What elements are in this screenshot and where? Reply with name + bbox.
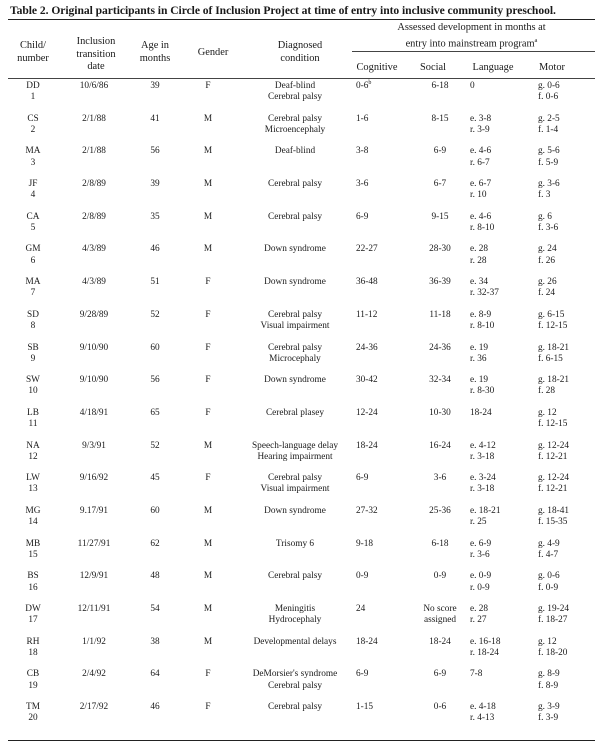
table-row bbox=[8, 310, 597, 343]
motor-cell: g. 26 f. 24 bbox=[538, 277, 557, 299]
gender-cell: M bbox=[203, 113, 213, 124]
age-cell: 38 bbox=[150, 636, 160, 647]
cognitive-cell: 0-9 bbox=[356, 571, 369, 582]
date-cell: 10/6/86 bbox=[79, 81, 109, 91]
child-initials: LB bbox=[27, 407, 39, 418]
child-cell bbox=[8, 539, 58, 572]
social-cell: 0-9 bbox=[433, 571, 447, 582]
cognitive-cell: 30-42 bbox=[356, 375, 378, 386]
child-cell bbox=[8, 506, 58, 539]
child-cell bbox=[8, 604, 58, 637]
child-number: 10 bbox=[28, 386, 38, 397]
date-cell: 2/17/92 bbox=[79, 702, 109, 713]
social-cell: 25-36 bbox=[429, 505, 451, 516]
child-initials: SD bbox=[27, 309, 39, 320]
participants-table bbox=[8, 81, 597, 735]
date-cell: 9/3/91 bbox=[82, 440, 106, 451]
social-cell: No score assigned bbox=[423, 604, 457, 626]
language-cell: e. 6-9 r. 3-6 bbox=[470, 538, 492, 560]
language-cell: e. 4-12 r. 3-18 bbox=[470, 440, 496, 462]
language-cell: 7-8 bbox=[470, 669, 483, 680]
motor-cell: g. 12-24 f. 12-21 bbox=[538, 473, 569, 495]
language-cell: e. 4-6 r. 6-7 bbox=[470, 146, 492, 168]
cognitive-cell: 24 bbox=[356, 604, 366, 614]
child-number: 16 bbox=[28, 582, 38, 593]
table-body bbox=[8, 81, 597, 735]
condition-cell: Cerebral palsy bbox=[268, 179, 322, 190]
age-cell: 60 bbox=[150, 342, 160, 353]
child-initials: DW bbox=[25, 604, 41, 614]
age-cell: 35 bbox=[150, 211, 160, 222]
table-row bbox=[8, 702, 597, 735]
age-cell: 46 bbox=[150, 244, 160, 255]
social-cell: 6-18 bbox=[431, 538, 449, 549]
child-number: 3 bbox=[30, 157, 36, 168]
age-cell: 56 bbox=[150, 375, 160, 386]
date-cell: 9/10/90 bbox=[79, 342, 109, 353]
date-cell: 4/18/91 bbox=[79, 407, 109, 418]
condition-cell: Speech-language delay Hearing impairment bbox=[252, 440, 338, 462]
cognitive-cell: 6-9 bbox=[356, 211, 369, 222]
motor-cell: g. 5-6 f. 5-9 bbox=[538, 146, 560, 168]
gender-cell: M bbox=[203, 211, 213, 222]
table-row bbox=[8, 277, 597, 310]
motor-cell: g. 19-24 f. 18-27 bbox=[538, 604, 569, 626]
language-cell: e. 28 r. 28 bbox=[470, 244, 489, 266]
condition-cell: DeMorsier's syndrome Cerebral palsy bbox=[252, 669, 338, 691]
gender-cell: F bbox=[205, 702, 211, 713]
child-cell bbox=[8, 212, 58, 245]
motor-cell: g. 12 f. 12-15 bbox=[538, 407, 568, 430]
date-cell: 12/9/91 bbox=[79, 571, 109, 582]
child-initials: RH bbox=[26, 636, 40, 647]
table-row bbox=[8, 604, 597, 637]
social-cell: 6-9 bbox=[433, 146, 447, 157]
condition-cell: Cerebral palsy Visual impairment bbox=[260, 309, 330, 332]
child-number: 19 bbox=[28, 680, 38, 691]
motor-cell: g. 0-6 f. 0-9 bbox=[538, 571, 560, 593]
header-group-rule bbox=[352, 51, 595, 52]
condition-cell: Cerebral palsy bbox=[268, 702, 322, 713]
child-number: 6 bbox=[30, 255, 36, 266]
table-row bbox=[8, 81, 597, 114]
age-cell: 41 bbox=[150, 113, 160, 124]
header-cognitive: Cognitive bbox=[356, 62, 398, 73]
child-number: 5 bbox=[30, 222, 36, 233]
language-cell: e. 4-18 r. 4-13 bbox=[470, 702, 496, 724]
child-number: 18 bbox=[28, 647, 38, 658]
date-cell: 2/1/88 bbox=[82, 113, 106, 124]
date-cell: 9/10/90 bbox=[79, 375, 109, 386]
table-row bbox=[8, 244, 597, 277]
social-cell: 6-18 bbox=[431, 81, 449, 91]
child-cell bbox=[8, 114, 58, 147]
motor-cell: g. 2-5 f. 1-4 bbox=[538, 113, 560, 135]
child-cell bbox=[8, 244, 58, 277]
date-cell: 9.17/91 bbox=[79, 505, 109, 516]
gender-cell: F bbox=[205, 375, 211, 386]
child-number: 15 bbox=[28, 549, 38, 560]
motor-cell: g. 18-21 f. 6-15 bbox=[538, 342, 569, 364]
child-cell bbox=[8, 637, 58, 670]
child-initials: CB bbox=[26, 669, 40, 680]
motor-cell: g. 18-21 f. 28 bbox=[538, 375, 569, 397]
date-cell: 1/1/92 bbox=[82, 636, 106, 647]
cognitive-cell: 1-15 bbox=[356, 702, 374, 713]
child-number: 7 bbox=[30, 288, 36, 299]
language-cell: e. 6-7 r. 10 bbox=[470, 179, 492, 201]
motor-cell: g. 0-6 f. 0-6 bbox=[538, 81, 560, 103]
motor-cell: g. 3-9 f. 3-9 bbox=[538, 702, 560, 724]
age-cell: 54 bbox=[150, 604, 160, 614]
table-row bbox=[8, 473, 597, 506]
motor-cell: g. 18-41 f. 15-35 bbox=[538, 505, 569, 528]
child-initials: TM bbox=[26, 702, 40, 713]
motor-cell: g. 4-9 f. 4-7 bbox=[538, 538, 560, 560]
date-cell: 2/1/88 bbox=[82, 146, 106, 157]
social-cell: 0-6 bbox=[433, 702, 447, 713]
table-row bbox=[8, 179, 597, 212]
language-cell: e. 18-21 r. 25 bbox=[470, 505, 501, 528]
social-cell: 28-30 bbox=[429, 244, 451, 255]
age-cell: 60 bbox=[150, 505, 160, 516]
social-cell: 6-9 bbox=[433, 669, 447, 680]
social-cell: 16-24 bbox=[429, 440, 451, 451]
language-cell: e. 4-6 r. 8-10 bbox=[470, 211, 495, 233]
condition-cell: Cerebral palsy bbox=[268, 211, 322, 222]
motor-cell: g. 6 f. 3-6 bbox=[538, 211, 559, 233]
gender-cell: F bbox=[205, 342, 211, 353]
gender-cell: M bbox=[203, 636, 213, 647]
cognitive-cell: 3-6 bbox=[356, 179, 369, 190]
motor-cell: g. 24 f. 26 bbox=[538, 244, 557, 266]
child-initials: LW bbox=[26, 473, 40, 484]
condition-cell: Cerebral palsy Visual impairment bbox=[260, 473, 330, 495]
table-row bbox=[8, 375, 597, 408]
child-number: 20 bbox=[28, 713, 38, 724]
child-cell bbox=[8, 277, 58, 310]
gender-cell: F bbox=[205, 81, 211, 91]
age-cell: 39 bbox=[150, 81, 160, 91]
condition-cell: Down syndrome bbox=[264, 277, 326, 288]
language-cell: e. 28 r. 27 bbox=[470, 604, 489, 626]
table-row bbox=[8, 441, 597, 474]
motor-cell: g. 8-9 f. 8-9 bbox=[538, 669, 560, 691]
header-inclusion-date: Inclusion transition date bbox=[76, 36, 116, 72]
language-cell: e. 34 r. 32-37 bbox=[470, 277, 499, 299]
condition-cell: Deaf-blind bbox=[274, 146, 316, 157]
date-cell: 12/11/91 bbox=[77, 604, 111, 614]
gender-cell: F bbox=[205, 669, 211, 680]
language-cell: 0 bbox=[470, 81, 475, 91]
header-social: Social bbox=[420, 62, 446, 73]
header-motor: Motor bbox=[539, 62, 565, 73]
table-title: Table 2. Original participants in Circle of Inclusion Project at time of entry into inclusive community preschool. bbox=[10, 4, 556, 17]
header-child-number: Child/ number bbox=[17, 40, 49, 64]
social-cell: 10-30 bbox=[429, 407, 451, 418]
cognitive-cell: 6-9 bbox=[356, 669, 369, 680]
child-cell bbox=[8, 310, 58, 343]
child-cell bbox=[8, 375, 58, 408]
cognitive-cell: 18-24 bbox=[356, 440, 378, 451]
child-number: 2 bbox=[30, 124, 36, 135]
cognitive-cell: 3-8 bbox=[356, 146, 369, 157]
date-cell: 9/16/92 bbox=[79, 473, 109, 484]
cognitive-cell: 22-27 bbox=[356, 244, 378, 255]
child-cell bbox=[8, 179, 58, 212]
condition-cell: Cerebral palsy bbox=[268, 571, 322, 582]
child-cell bbox=[8, 473, 58, 506]
child-initials: DD bbox=[26, 81, 40, 91]
header-assessed-development: Assessed development in months at entry into mainstream program$^a$ bbox=[397, 22, 546, 49]
age-cell: 52 bbox=[150, 309, 160, 320]
language-cell: e. 19 r. 36 bbox=[470, 342, 489, 364]
child-number: 14 bbox=[28, 517, 38, 528]
table-row bbox=[8, 506, 597, 539]
child-initials: GM bbox=[25, 244, 41, 255]
motor-cell: g. 6-15 f. 12-15 bbox=[538, 309, 568, 332]
bottom-rule bbox=[8, 740, 595, 741]
age-cell: 52 bbox=[150, 440, 160, 451]
date-cell: 2/8/89 bbox=[82, 211, 106, 222]
child-number: 13 bbox=[28, 484, 38, 495]
child-cell bbox=[8, 343, 58, 376]
child-cell bbox=[8, 81, 58, 114]
cognitive-cell: 18-24 bbox=[356, 636, 378, 647]
child-cell bbox=[8, 441, 58, 474]
child-initials: MG bbox=[25, 505, 41, 516]
cognitive-cell: 0-6$^b$ bbox=[356, 79, 372, 91]
cognitive-cell: 36-48 bbox=[356, 277, 378, 288]
child-initials: NA bbox=[26, 440, 40, 451]
social-cell: 32-34 bbox=[429, 375, 451, 386]
child-initials: CA bbox=[26, 211, 40, 222]
cognitive-cell: 1-6 bbox=[356, 113, 369, 124]
language-cell: e. 8-9 r. 8-10 bbox=[470, 309, 495, 332]
child-initials: MB bbox=[25, 538, 41, 549]
child-initials: JF bbox=[28, 179, 38, 190]
cognitive-cell: 9-18 bbox=[356, 538, 374, 549]
cognitive-cell: 11-12 bbox=[356, 309, 378, 320]
motor-cell: g. 3-6 f. 3 bbox=[538, 179, 560, 201]
gender-cell: M bbox=[203, 604, 213, 614]
child-number: 4 bbox=[30, 190, 36, 201]
gender-cell: M bbox=[203, 440, 213, 451]
condition-cell: Down syndrome bbox=[264, 375, 326, 386]
child-initials: SB bbox=[27, 342, 39, 353]
language-cell: 18-24 bbox=[470, 407, 492, 418]
language-cell: e. 19 r. 8-30 bbox=[470, 375, 495, 397]
language-cell: e. 3-24 r. 3-18 bbox=[470, 473, 496, 495]
cognitive-cell: 27-32 bbox=[356, 505, 378, 516]
header-gender: Gender bbox=[197, 47, 229, 58]
cognitive-cell: 6-9 bbox=[356, 473, 369, 484]
date-cell: 4/3/89 bbox=[82, 277, 106, 288]
social-cell: 18-24 bbox=[429, 636, 451, 647]
gender-cell: F bbox=[205, 277, 211, 288]
condition-cell: Cerebral palsy Microcephaly bbox=[268, 342, 322, 364]
social-cell: 6-7 bbox=[433, 179, 447, 190]
child-initials: MA bbox=[25, 277, 41, 288]
table-row bbox=[8, 408, 597, 441]
gender-cell: F bbox=[205, 309, 211, 320]
table-row bbox=[8, 114, 597, 147]
gender-cell: F bbox=[205, 473, 211, 484]
date-cell: 2/8/89 bbox=[82, 179, 106, 190]
table-row bbox=[8, 539, 597, 572]
gender-cell: M bbox=[203, 244, 213, 255]
child-number: 11 bbox=[28, 419, 38, 430]
table-row bbox=[8, 637, 597, 670]
child-cell bbox=[8, 146, 58, 179]
cognitive-cell: 24-36 bbox=[356, 342, 378, 353]
child-cell bbox=[8, 571, 58, 604]
condition-cell: Down syndrome bbox=[264, 244, 326, 255]
gender-cell: F bbox=[205, 407, 211, 418]
social-cell: 11-18 bbox=[429, 309, 451, 320]
age-cell: 64 bbox=[150, 669, 160, 680]
age-cell: 45 bbox=[150, 473, 160, 484]
age-cell: 56 bbox=[150, 146, 160, 157]
date-cell: 4/3/89 bbox=[82, 244, 106, 255]
language-cell: e. 3-8 r. 3-9 bbox=[470, 113, 492, 135]
child-initials: CS bbox=[27, 113, 39, 124]
language-cell: e. 16-18 r. 18-24 bbox=[470, 636, 501, 658]
motor-cell: g. 12 f. 18-20 bbox=[538, 636, 568, 658]
header-condition: Diagnosed condition bbox=[277, 40, 323, 64]
social-cell: 36-39 bbox=[429, 277, 451, 288]
gender-cell: M bbox=[203, 146, 213, 157]
table-row bbox=[8, 146, 597, 179]
child-cell bbox=[8, 669, 58, 702]
age-cell: 48 bbox=[150, 571, 160, 582]
child-number: 1 bbox=[30, 92, 36, 103]
child-number: 8 bbox=[30, 321, 36, 332]
table-row bbox=[8, 669, 597, 702]
gender-cell: M bbox=[203, 179, 213, 190]
cognitive-cell: 12-24 bbox=[356, 407, 378, 418]
age-cell: 39 bbox=[150, 179, 160, 190]
header-age: Age in months bbox=[139, 40, 171, 64]
date-cell: 11/27/91 bbox=[77, 538, 111, 549]
age-cell: 62 bbox=[150, 538, 160, 549]
gender-cell: M bbox=[203, 538, 213, 549]
child-number: 9 bbox=[30, 353, 36, 364]
gender-cell: M bbox=[203, 571, 213, 582]
child-cell bbox=[8, 408, 58, 441]
date-cell: 9/28/89 bbox=[79, 309, 109, 320]
condition-cell: Meningitis Hydrocephaly bbox=[268, 604, 322, 626]
social-cell: 8-15 bbox=[431, 113, 449, 124]
child-cell bbox=[8, 702, 58, 735]
child-initials: MA bbox=[25, 146, 41, 157]
age-cell: 65 bbox=[150, 407, 160, 418]
language-cell: e. 0-9 r. 0-9 bbox=[470, 571, 492, 593]
social-cell: 24-36 bbox=[429, 342, 451, 353]
table-row bbox=[8, 571, 597, 604]
social-cell: 3-6 bbox=[433, 473, 447, 484]
header-language: Language bbox=[472, 62, 514, 73]
condition-cell: Cerebral palsy Microencephaly bbox=[264, 113, 326, 135]
gender-cell: M bbox=[203, 505, 213, 516]
condition-cell: Deaf-blind Cerebral palsy bbox=[268, 81, 322, 103]
age-cell: 51 bbox=[150, 277, 160, 288]
top-rule bbox=[8, 19, 595, 20]
condition-cell: Down syndrome bbox=[264, 505, 326, 516]
date-cell: 2/4/92 bbox=[82, 669, 106, 680]
header-rule bbox=[8, 78, 595, 79]
child-initials: SW bbox=[26, 375, 40, 386]
child-initials: BS bbox=[27, 571, 39, 582]
social-cell: 9-15 bbox=[431, 211, 449, 222]
condition-cell: Cerebral plasey bbox=[265, 407, 325, 418]
table-row bbox=[8, 343, 597, 376]
motor-cell: g. 12-24 f. 12-21 bbox=[538, 440, 569, 462]
condition-cell: Developmental delays bbox=[253, 636, 337, 647]
condition-cell: Trisomy 6 bbox=[275, 538, 315, 549]
table-row bbox=[8, 212, 597, 245]
child-number: 12 bbox=[28, 451, 38, 462]
child-number: 17 bbox=[28, 615, 38, 626]
age-cell: 46 bbox=[150, 702, 160, 713]
